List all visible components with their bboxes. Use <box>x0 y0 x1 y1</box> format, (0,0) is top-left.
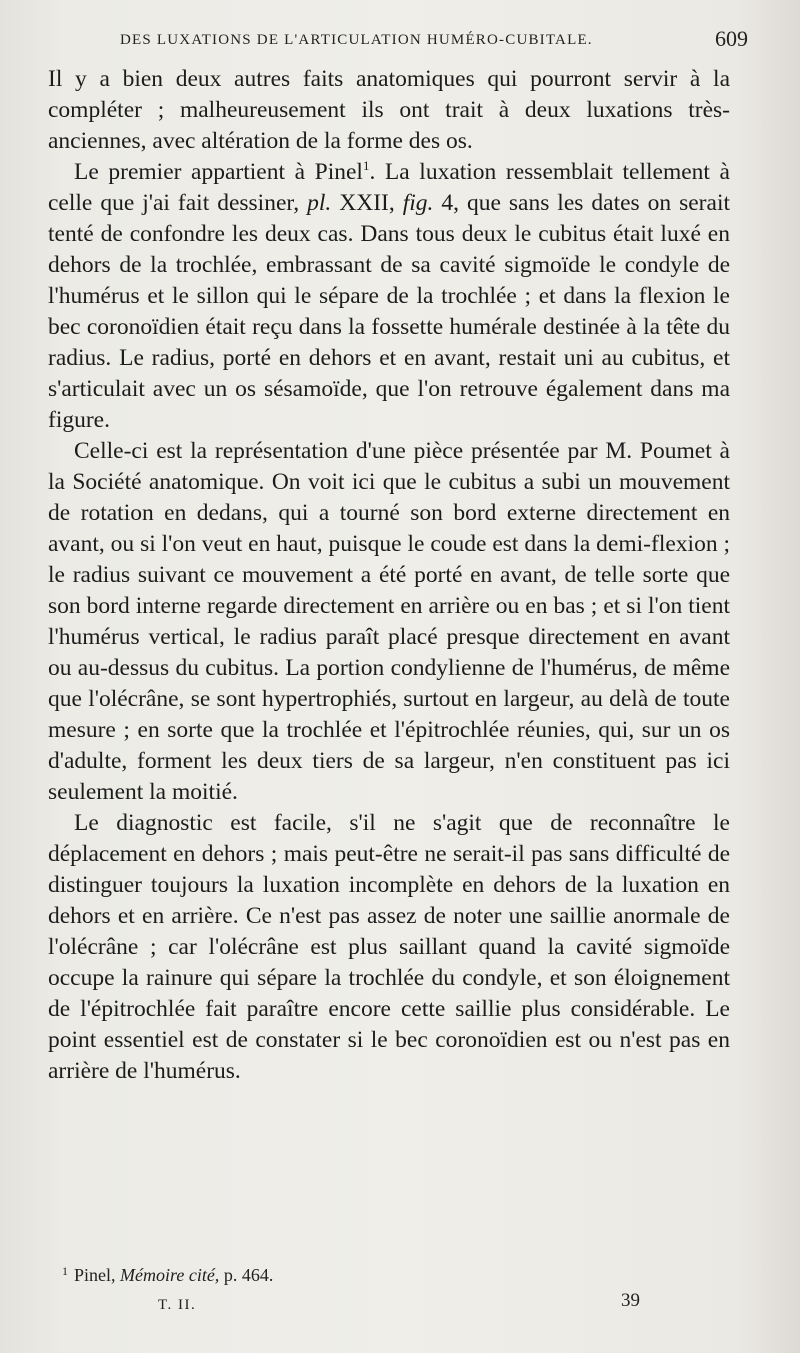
paragraph-4-text: Le diagnostic est facile, s'il ne s'agit que de reconnaître le déplacement en dehors ; mais peut-être ne serait-il pas sans difficulté de distinguer toujours la luxation incomplète en dehors de la luxation en dehors et en arrière. Ce n'est pas assez de noter une saillie anormale de l'olécrâne ; car l'olécrâne est plus saillant quand la cavité sigmoïde occupe la rainure qui sépare la trochlée du condyle, et son éloignement de l'épitrochlée fait paraître encore cette saillie plus considérable. Le point essentiel est de constater si le bec coronoïdien est ou n'est pas en arrière de l'humérus. <box>48 810 730 1084</box>
sheet-signature: 39 <box>621 1290 640 1311</box>
paragraph-1 <box>48 64 730 157</box>
footnote-page: p. 464. <box>219 1265 274 1285</box>
running-title: DES LUXATIONS DE L'ARTICULATION HUMÉRO-CUBITALE. <box>120 32 593 48</box>
paragraph-4 <box>48 808 730 1087</box>
paragraph-3 <box>48 436 730 808</box>
footnote-mark: 1 <box>62 1264 68 1278</box>
paragraph-2-text-d: 4, que sans les dates on serait tenté de confondre les deux cas. Dans tous deux le cubitus était luxé en dehors de la trochlée, embrassant de sa cavité sigmoïde le condyle de l'humérus et le sillon qui le sépare de la trochlée ; et dans la flexion le bec coronoïdien était reçu dans la fossette humérale destinée à la tête du radius. Le radius, porté en dehors et en avant, restait uni au cubitus, et s'articulait avec un os sésamoïde, que l'on retrouve également dans ma figure. <box>48 190 731 433</box>
paragraph-2-text-c: XXII, <box>331 190 403 216</box>
page-number: 609 <box>715 26 748 51</box>
footnote-work: Mémoire cité, <box>120 1265 220 1285</box>
paragraph-2-text-a: Le premier appartient à Pinel <box>74 159 363 185</box>
footnote-ref: 1 <box>362 158 370 173</box>
page-header <box>48 26 752 60</box>
figure-ref: fig. <box>402 190 434 216</box>
paragraph-3-text: Celle-ci est la représentation d'une pièce présentée par M. Poumet à la Société anatomique. On voit ici que le cubitus a subi un mouvement de rotation en dedans, qui a tourné son bord externe directement en avant, ou si l'on veut en haut, puisque le coude est dans la demi-flexion ; le radius suivant ce mouvement a été porté en avant, de telle sorte que son bord interne regarde directement en arrière ou en bas ; et si l'on tient l'humérus vertical, le radius paraît placé presque directement en avant ou au-dessus du cubitus. La portion condylienne de l'humérus, de même que l'olécrâne, se sont hypertrophiés, surtout en largeur, au delà de toute mesure ; en sorte que la trochlée et l'épitrochlée réunies, qui, sur un os d'adulte, forment les deux tiers de sa largeur, n'en constituent pas ici seulement la moitié. <box>48 438 730 805</box>
paragraph-2 <box>48 157 730 436</box>
footnote <box>62 1264 273 1286</box>
footnote-author: Pinel, <box>74 1265 121 1285</box>
paragraph-1-text: Il y a bien deux autres faits anatomiques qui pourront servir à la compléter ; malheureusement ils ont trait à deux luxations très-anciennes, avec altération de la forme des os. <box>48 66 730 154</box>
body-text <box>48 64 730 1087</box>
paragraph-2-text-b: . La luxation ressemblait tellement à celle que j'ai fait dessiner, <box>48 159 730 216</box>
volume-signature: T. II. <box>158 1297 197 1313</box>
plate-ref: pl. <box>307 190 332 216</box>
